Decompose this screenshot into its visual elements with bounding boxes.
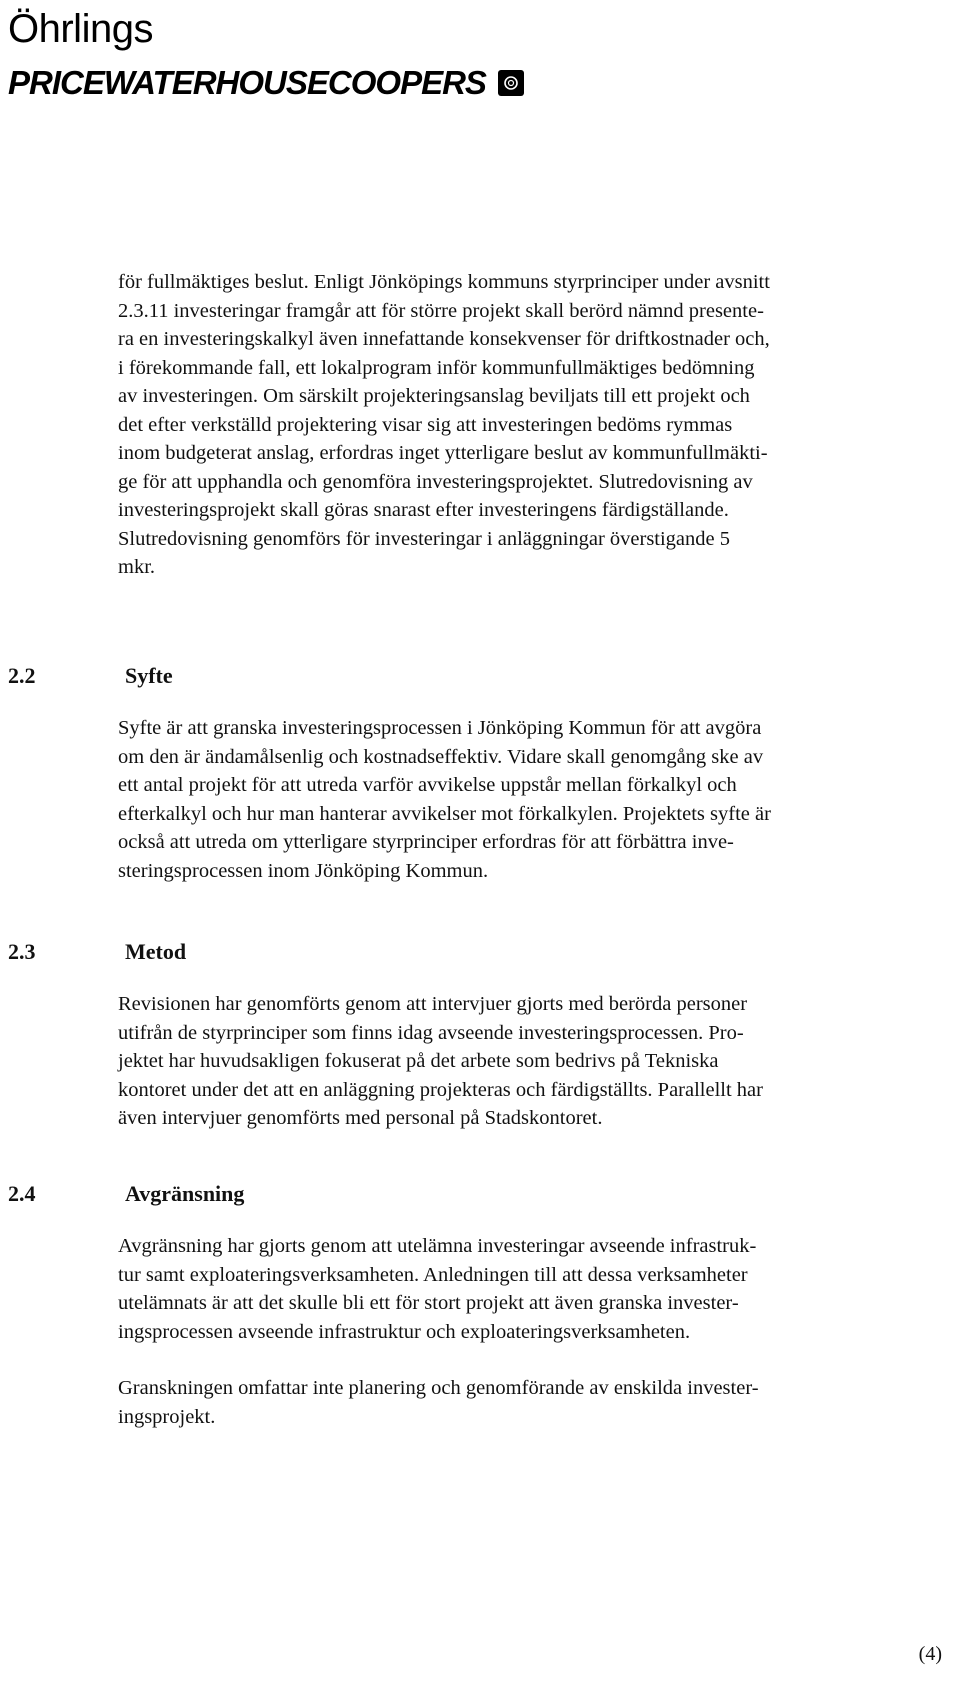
page-number: (4) <box>918 1643 942 1665</box>
text-line: också att utreda om ytterligare styrprinciper erfordras för att förbättra inve- <box>118 831 734 853</box>
text-line: ett antal projekt för att utreda varför avvikelse uppstår mellan förkalkyl och <box>118 774 737 796</box>
text-line: av investeringen. Om särskilt projekteringsanslag beviljats till ett projekt och <box>118 385 750 407</box>
text-line: kontoret under det att en anläggning projekteras och färdigställts. Parallellt har <box>118 1078 763 1101</box>
text-line: om den är ändamålsenlig och kostnadseffektiv. Vidare skall genomgång ske av <box>118 745 764 768</box>
syfte-paragraph <box>118 714 771 885</box>
text-line: det efter verkställd projektering visar sig att investeringen bedöms rymmas <box>118 413 733 436</box>
text-line: Granskningen omfattar inte planering och genomförande av enskilda invester- <box>118 1377 759 1399</box>
text-line: ingsprocessen avseende infrastruktur och exploateringsverksamheten. <box>118 1320 691 1343</box>
text-line: Slutredovisning genomförs för investeringar i anläggningar överstigande 5 <box>118 527 731 550</box>
text-line: tur samt exploateringsverksamheten. Anledningen till att dessa verksamheter <box>118 1263 748 1286</box>
text-line: i förekommande fall, ett lokalprogram inför kommunfullmäktiges bedömning <box>118 356 755 379</box>
text-line: Revisionen har genomförts genom att intervjuer gjorts med berörda personer <box>118 993 748 1015</box>
text-line: investeringsprojekt skall göras snarast efter investeringens färdigställande. <box>118 499 729 521</box>
text-line: steringsprocessen inom Jönköping Kommun. <box>118 859 489 882</box>
text-line: inom budgeterat anslag, erfordras inget ytterligare beslut av kommunfullmäkti- <box>118 442 768 464</box>
brand-mark-icon <box>498 70 524 96</box>
text-line: även intervjuer genomförts med personal på Stadskontoret. <box>118 1107 603 1129</box>
text-line: ge för att upphandla och genomföra investeringsprojektet. Slutredovisning av <box>118 470 753 493</box>
section-number: 2.3 <box>8 939 36 964</box>
text-line: Syfte är att granska investeringsprocessen i Jönköping Kommun för att avgöra <box>118 717 762 739</box>
text-line: efterkalkyl och hur man hanterar avvikelser mot förkalkylen. Projektets syfte är <box>118 802 771 825</box>
section-heading-syfte <box>8 662 173 690</box>
intro-paragraph <box>118 268 770 582</box>
text-line: för fullmäktiges beslut. Enligt Jönköpings kommuns styrprinciper under avsnitt <box>118 271 770 293</box>
section-heading-avgransning <box>8 1180 244 1208</box>
text-line: jektet har huvudsakligen fokuserat på det arbete som bedrivs på Tekniska <box>118 1050 719 1072</box>
text-line: mkr. <box>118 556 156 578</box>
avgransning-paragraph-2 <box>118 1374 759 1431</box>
section-title: Syfte <box>125 663 173 688</box>
section-title: Metod <box>125 939 187 964</box>
section-number: 2.4 <box>8 1181 36 1206</box>
text-line: 2.3.11 investeringar framgår att för större projekt skall berörd nämnd presente- <box>118 299 764 322</box>
metod-paragraph <box>118 990 763 1133</box>
text-line: ingsprojekt. <box>118 1405 216 1428</box>
text-line: utifrån de styrprinciper som finns idag avseende investeringsprocessen. Pro- <box>118 1021 744 1044</box>
company-name: Öhrlings <box>8 7 153 51</box>
brand-name: PRICEWATERHOUSECOOPERS <box>8 64 486 101</box>
section-number: 2.2 <box>8 663 36 688</box>
section-title: Avgränsning <box>125 1181 245 1206</box>
text-line: ra en investeringskalkyl även innefattande konsekvenser för driftkostnader och, <box>118 328 770 350</box>
company-logo <box>8 6 524 102</box>
section-heading-metod <box>8 938 186 966</box>
brand-row <box>8 64 524 102</box>
avgransning-paragraph-1 <box>118 1232 756 1346</box>
text-line: Avgränsning har gjorts genom att utelämna investeringar avseende infrastruk- <box>118 1235 757 1257</box>
text-line: utelämnats är att det skulle bli ett för stort projekt att även granska invester- <box>118 1292 739 1314</box>
